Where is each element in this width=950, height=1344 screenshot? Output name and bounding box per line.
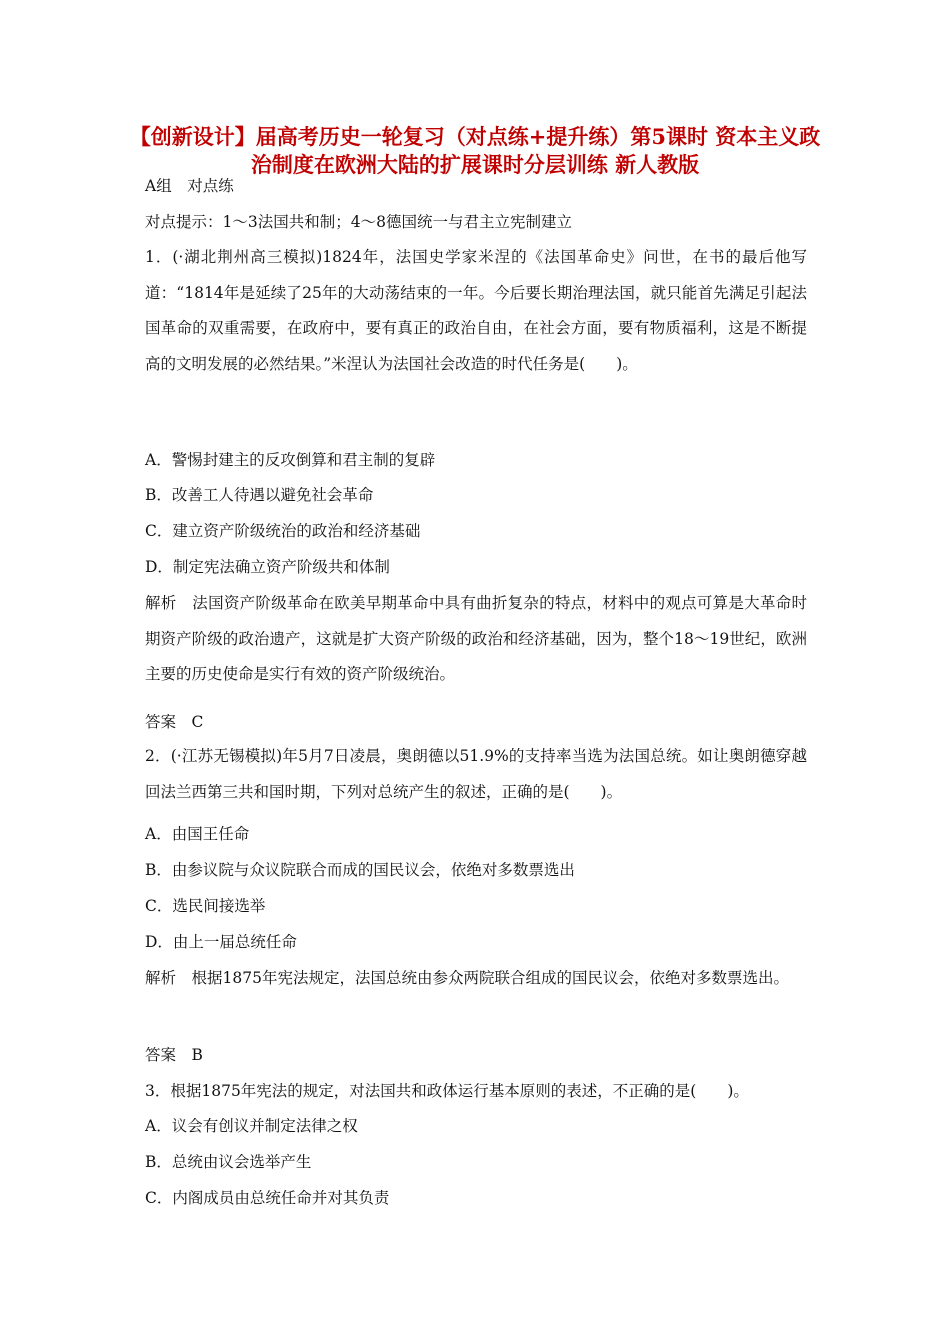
- question-1-option-a: A．警惕封建主的反攻倒算和君主制的复辟: [145, 451, 436, 469]
- document-title: 【创新设计】届高考历史一轮复习（对点练+提升练）第5课时 资本主义政治制度在欧洲大陆的扩展课时分层训练 新人教版: [129, 124, 821, 177]
- group-a-heading: A组 对点练: [145, 177, 234, 195]
- question-1-option-c: C．建立资产阶级统治的政治和经济基础: [145, 522, 421, 540]
- question-3-option-c: C．内阁成员由总统任命并对其负责: [145, 1189, 390, 1207]
- question-1-analysis: 解析 法国资产阶级革命在欧美早期革命中具有曲折复杂的特点，材料中的观点可算是大革命时期资产阶级的政治遗产，这就是扩大资产阶级的政治和经济基础，因为，整个18～19世纪，欧洲主要的历史使命是实行有效的资产阶级统治。: [145, 594, 807, 683]
- question-2-option-b: B．由参议院与众议院联合而成的国民议会，依绝对多数票选出: [145, 861, 575, 879]
- question-2-option-a: A．由国王任命: [145, 825, 250, 843]
- question-2-option-c: C．选民间接选举: [145, 897, 266, 915]
- question-3-option-a: A．议会有创议并制定法律之权: [145, 1117, 358, 1135]
- question-2-stem: 2．(·江苏无锡模拟)年5月7日凌晨，奥朗德以51.9%的支持率当选为法国总统。如让奥朗德穿越回法兰西第三共和国时期，下列对总统产生的叙述，正确的是( )。: [145, 747, 807, 801]
- question-2-option-d: D．由上一届总统任命: [145, 933, 297, 951]
- question-2-answer: 答案 B: [145, 1046, 203, 1064]
- question-3-stem: 3．根据1875年宪法的规定，对法国共和政体运行基本原则的表述，不正确的是( )。: [145, 1082, 749, 1100]
- hint-line: 对点提示：1～3法国共和制；4～8德国统一与君主立宪制建立: [145, 213, 572, 231]
- question-1-answer: 答案 C: [145, 713, 204, 731]
- question-1-option-d: D．制定宪法确立资产阶级共和体制: [145, 558, 390, 576]
- question-2-analysis: 解析 根据1875年宪法规定，法国总统由参众两院联合组成的国民议会，依绝对多数票选出。: [145, 969, 789, 987]
- question-3-option-b: B．总统由议会选举产生: [145, 1153, 312, 1171]
- question-1-stem: 1．(·湖北荆州高三模拟)1824年，法国史学家米涅的《法国革命史》问世，在书的最后他写道：“1814年是延续了25年的大动荡结束的一年。今后要长期治理法国，就只能首先满足引起法国革命的双重需要，在政府中，要有真正的政治自由，在社会方面，要有物质福利，这是不断提高的文明发展的必然结果。”米涅认为法国社会改造的时代任务是( )。: [145, 248, 807, 373]
- question-1-option-b: B．改善工人待遇以避免社会革命: [145, 486, 374, 504]
